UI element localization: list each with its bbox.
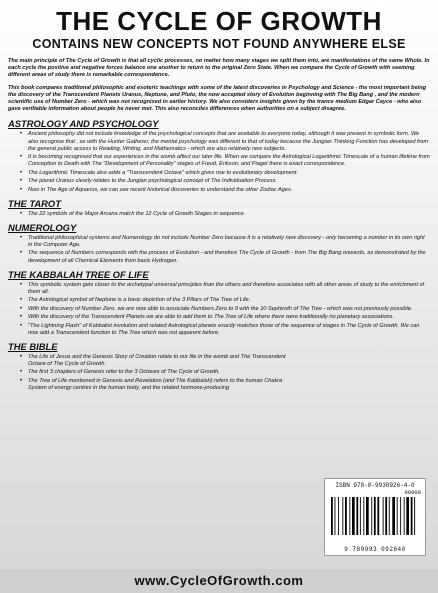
- list-item: • The Astrological symbol of Neptune is a basic depiction of the 3 Pillars of The Tree of Life.: [28, 297, 430, 304]
- isbn-label: ISBN 978-0-9930926-4-0: [335, 482, 415, 489]
- list-item: • The sequence of Numbers corresponds with the process of Evolution - and therefore The Cycle of Growth - from The Big Bang onwards, as demonstrated by the development of all Chemical Elements from basic Hydrogen.: [28, 250, 430, 264]
- list-item: • "The Lightning Flash" of Kabbalist involution and related Astrological planets exactly matches those of the sequence of stages in The Cycle of Growth. We can now add a Transcendent function to The Tree which was not apparent before.: [28, 323, 430, 337]
- list-item: • This symbolic system gets closer to the archetypal universal principles than the others and therefore associates with all other areas of study to the enrichment of them all.: [28, 282, 430, 296]
- intro-paragraph-1: The main principle of The Cycle of Growth is that all cyclic processes, no matter how many stages we split them into, are manifestations of the same Whole. In each cycle the positive and negative forces balance one another to return to the original Zero State. When we compare the Cycle of Growth with seeming different areas of study there is remarkable correspondence.: [8, 58, 430, 79]
- list-item: • The Tree of Life mentioned in Genesis and Revelation (and The Kabbalah) refers to the human Chakra System of energy centres in the human body, and the related hormone-producing: [28, 378, 302, 392]
- astrology-list: [8, 131, 430, 193]
- section-heading-numerology: NUMEROLOGY: [8, 221, 77, 233]
- list-item: • With the discovery of Number Zero, we are now able to associate Numbers Zero to 9 with the 10 Sephiroth of The Tree - which was not previously possible.: [28, 306, 430, 313]
- list-item: • The Logarithmic Timescale also adds a "Transcendent Octave" which gives rise to evolutionary development.: [28, 170, 430, 177]
- barcode-icon: [330, 497, 422, 543]
- list-item: • It is becoming recognised that our experiences in the womb affect our later life. When we compare the Astrological Logarithmic Timescale of a human lifetime from Conception to Death with The "Development of Personality" stages of Freud, Erikson, and Piaget there is exact correspondence.: [28, 154, 430, 168]
- page-subtitle: CONTAINS NEW CONCEPTS NOT FOUND ANYWHERE ELSE: [32, 37, 406, 51]
- bible-list: [8, 354, 430, 392]
- bible-section: [8, 341, 430, 392]
- page-title: THE CYCLE OF GROWTH: [56, 6, 382, 36]
- intro-paragraph-2: This book compares traditional philosophic and esoteric teachings with some of the latest discoveries in Psychology and Science - the most important being the discovery of the Transcendent Planets Uranus, Neptune, and Pluto, the now accepted story of Evolution beginning with The Big Bang , and the modern scientific use of Number Zero - which was not recognised in earlier history. We also considers insights given by the trance medium Edgar Cayce - who also gave verifiable information about people he never met. This also reconciles differences when authorities on a subject disagree.: [8, 84, 427, 113]
- isbn-barcode: [324, 478, 426, 556]
- list-item: • Now in The Age of Aquarius, we can use recent historical discoveries to understand the other Zodiac Ages.: [28, 187, 430, 194]
- list-item: • The planet Uranus clearly relates to the Jungian psychological concept of The Individuation Process.: [28, 178, 430, 185]
- list-item: • Ancient philosophy did not include knowledge of the psychological concepts that are available to everyone today, although it was present in symbolic form. We also recognise that , as with the Hunter Gatherer, the mental psychology was different to that of today because the Jungian Thinking Function has developed from the general public access to Reading, Writing, and Mathematics - which are also relatively new subjects.: [28, 131, 430, 152]
- list-item: • Traditional philosophical systems and Numerology do not include Number Zero because it is a relatively new discovery - only becoming a number in its own right in the Computer Age.: [28, 235, 430, 249]
- list-item: • The 22 symbols of the Major Arcana match the 12 Cycle of Growth Stages in sequence.: [28, 211, 430, 218]
- kabbalah-list: [8, 282, 430, 337]
- tarot-list: [8, 211, 430, 218]
- list-item: • The first 3 chapters of Genesis refer to the 3 Octaves of The Cycle of Growth.: [28, 369, 302, 376]
- list-item: • With the discovery of the Transcendent Planets we are able to add them to The Tree of Life where there were traditionally no planetary associations.: [28, 314, 430, 321]
- numerology-list: [8, 235, 430, 265]
- list-item: • The Life of Jesus and the Genesis Story of Creation relate to our life in the womb and The Transcendent Octave of The Cycle of Growth.: [28, 354, 302, 368]
- footer-url: www.CycleOfGrowth.com: [0, 569, 438, 593]
- section-heading-tarot: THE TAROT: [8, 197, 61, 209]
- barcode-digits: 9 780993 092640: [344, 546, 406, 553]
- section-heading-bible: THE BIBLE: [8, 340, 58, 352]
- price-code: 90000: [404, 489, 421, 496]
- section-heading-astrology: ASTROLOGY AND PSYCHOLOGY: [8, 118, 159, 130]
- section-heading-kabbalah: THE KABBALAH TREE OF LIFE: [8, 268, 149, 280]
